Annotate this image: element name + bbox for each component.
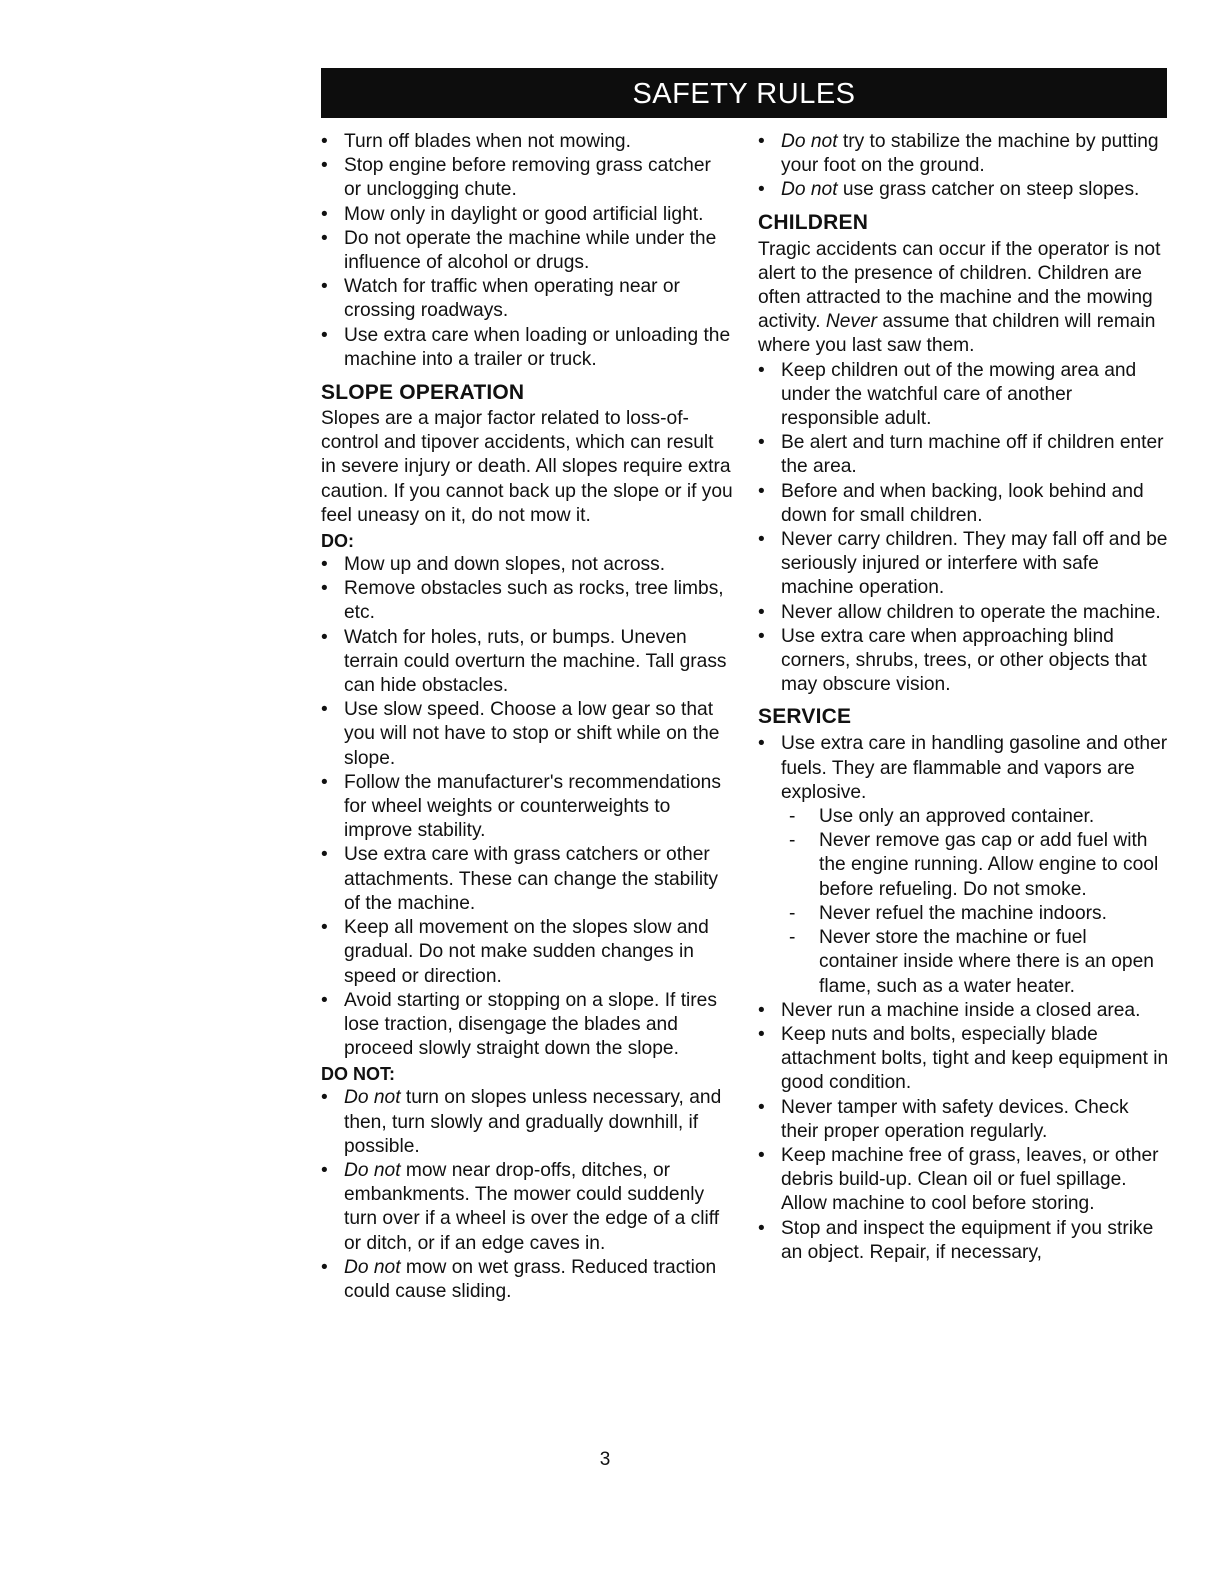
list-item bbox=[321, 1086, 733, 1159]
children-heading: CHILDREN bbox=[758, 210, 869, 234]
list-item bbox=[758, 130, 1170, 178]
item-text: turn on slopes unless necessary, and then, turn slowly and gradually downhill, if possible. bbox=[344, 1087, 722, 1157]
list-item: • Keep all movement on the slopes slow and gradual. Do not make sudden changes in speed or direction. bbox=[321, 916, 733, 989]
section-banner: SAFETY RULES bbox=[321, 68, 1167, 118]
sub-list-item: - Never remove gas cap or add fuel with the engine running. Allow engine to cool before refueling. Do not smoke. bbox=[758, 829, 1170, 902]
list-item: • Watch for traffic when operating near or crossing roadways. bbox=[321, 275, 733, 323]
list-item: • Use extra care when loading or unloading the machine into a trailer or truck. bbox=[321, 324, 733, 372]
slope-operation-heading: SLOPE OPERATION bbox=[321, 381, 525, 405]
list-item: • Watch for holes, ruts, or bumps. Uneven terrain could overturn the machine. Tall grass can hide obstacles. bbox=[321, 626, 733, 699]
list-item: • Never run a machine inside a closed area. bbox=[758, 999, 1170, 1023]
list-item: • Keep nuts and bolts, especially blade attachment bolts, tight and keep equipment in good condition. bbox=[758, 1023, 1170, 1096]
emphasis: Do not bbox=[781, 131, 838, 152]
sub-list-item: - Use only an approved container. bbox=[758, 805, 1170, 829]
left-column bbox=[321, 130, 733, 1304]
list-item: • Use extra care in handling gasoline and other fuels. They are flammable and vapors are explosive. bbox=[758, 732, 1170, 805]
list-item: • Turn off blades when not mowing. bbox=[321, 130, 733, 154]
list-item: • Be alert and turn machine off if children enter the area. bbox=[758, 431, 1170, 479]
list-item: • Remove obstacles such as rocks, tree limbs, etc. bbox=[321, 577, 733, 625]
emphasis: Do not bbox=[781, 179, 838, 201]
list-item: • Never tamper with safety devices. Check their proper operation regularly. bbox=[758, 1096, 1170, 1144]
list-item: • Use extra care when approaching blind corners, shrubs, trees, or other objects that may obscure vision. bbox=[758, 625, 1170, 698]
item-text: try to stabilize the machine by putting your foot on the ground. bbox=[781, 131, 1159, 177]
children-intro bbox=[758, 238, 1170, 359]
item-text: mow near drop-offs, ditches, or embankments. The mower could suddenly turn over if a wheel is over the edge of a cliff or ditch, or if an edge caves in. bbox=[344, 1159, 720, 1254]
emphasis: Do not bbox=[344, 1159, 401, 1181]
do-heading: DO: bbox=[321, 531, 354, 552]
list-item: • Keep children out of the mowing area and under the watchful care of another responsible adult. bbox=[758, 359, 1170, 432]
sub-list-item: - Never refuel the machine indoors. bbox=[758, 902, 1170, 926]
list-item: • Before and when backing, look behind and down for small children. bbox=[758, 480, 1170, 528]
item-text: use grass catcher on steep slopes. bbox=[837, 179, 1140, 201]
list-item: • Mow up and down slopes, not across. bbox=[321, 553, 733, 577]
emphasis: Never bbox=[825, 311, 878, 333]
emphasis: Do not bbox=[344, 1256, 401, 1278]
slope-intro: Slopes are a major factor related to loss-of-control and tipover accidents, which can result in severe injury or death. All slopes require extra caution. If you cannot back up the slope or if you feel uneasy on it, do not mow it. bbox=[321, 408, 733, 526]
list-item: • Use slow speed. Choose a low gear so that you will not have to stop or shift while on the slope. bbox=[321, 698, 733, 771]
list-item: • Stop engine before removing grass catcher or unclogging chute. bbox=[321, 154, 733, 202]
list-item: • Never carry children. They may fall off and be seriously injured or interfere with safe machine operation. bbox=[758, 528, 1170, 601]
item-text: mow on wet grass. Reduced traction could cause sliding. bbox=[344, 1256, 717, 1302]
list-item: • Use extra care with grass catchers or other attachments. These can change the stability of the machine. bbox=[321, 843, 733, 916]
list-item bbox=[321, 1256, 733, 1304]
right-column bbox=[758, 130, 1170, 1265]
list-item: • Avoid starting or stopping on a slope. If tires lose traction, disengage the blades and proceed slowly straight down the slope. bbox=[321, 989, 733, 1062]
list-item: • Mow only in daylight or good artificial light. bbox=[321, 203, 733, 227]
intro-text: assume that children will remain where you last saw them. bbox=[758, 311, 1156, 357]
list-item bbox=[758, 178, 1170, 202]
sub-list-item: - Never store the machine or fuel container inside where there is an open flame, such as a water heater. bbox=[758, 926, 1170, 999]
intro-text: Tragic accidents can occur if the operator is not alert to the presence of children. Children are often attracted to the machine and the mowing activity. bbox=[758, 238, 1161, 333]
list-item: • Keep machine free of grass, leaves, or other debris build-up. Clean oil or fuel spillage. Allow machine to cool before storing. bbox=[758, 1144, 1170, 1217]
emphasis: Do not bbox=[344, 1087, 401, 1109]
list-item: • Do not operate the machine while under the influence of alcohol or drugs. bbox=[321, 227, 733, 275]
list-item: • Stop and inspect the equipment if you strike an object. Repair, if necessary, bbox=[758, 1217, 1170, 1265]
list-item: • Follow the manufacturer's recommendations for wheel weights or counterweights to improve stability. bbox=[321, 771, 733, 844]
list-item: • Never allow children to operate the machine. bbox=[758, 601, 1170, 625]
service-heading: SERVICE bbox=[758, 705, 852, 729]
page-number: 3 bbox=[599, 1449, 611, 1470]
list-item bbox=[321, 1159, 733, 1256]
do-not-heading: DO NOT: bbox=[321, 1064, 395, 1085]
